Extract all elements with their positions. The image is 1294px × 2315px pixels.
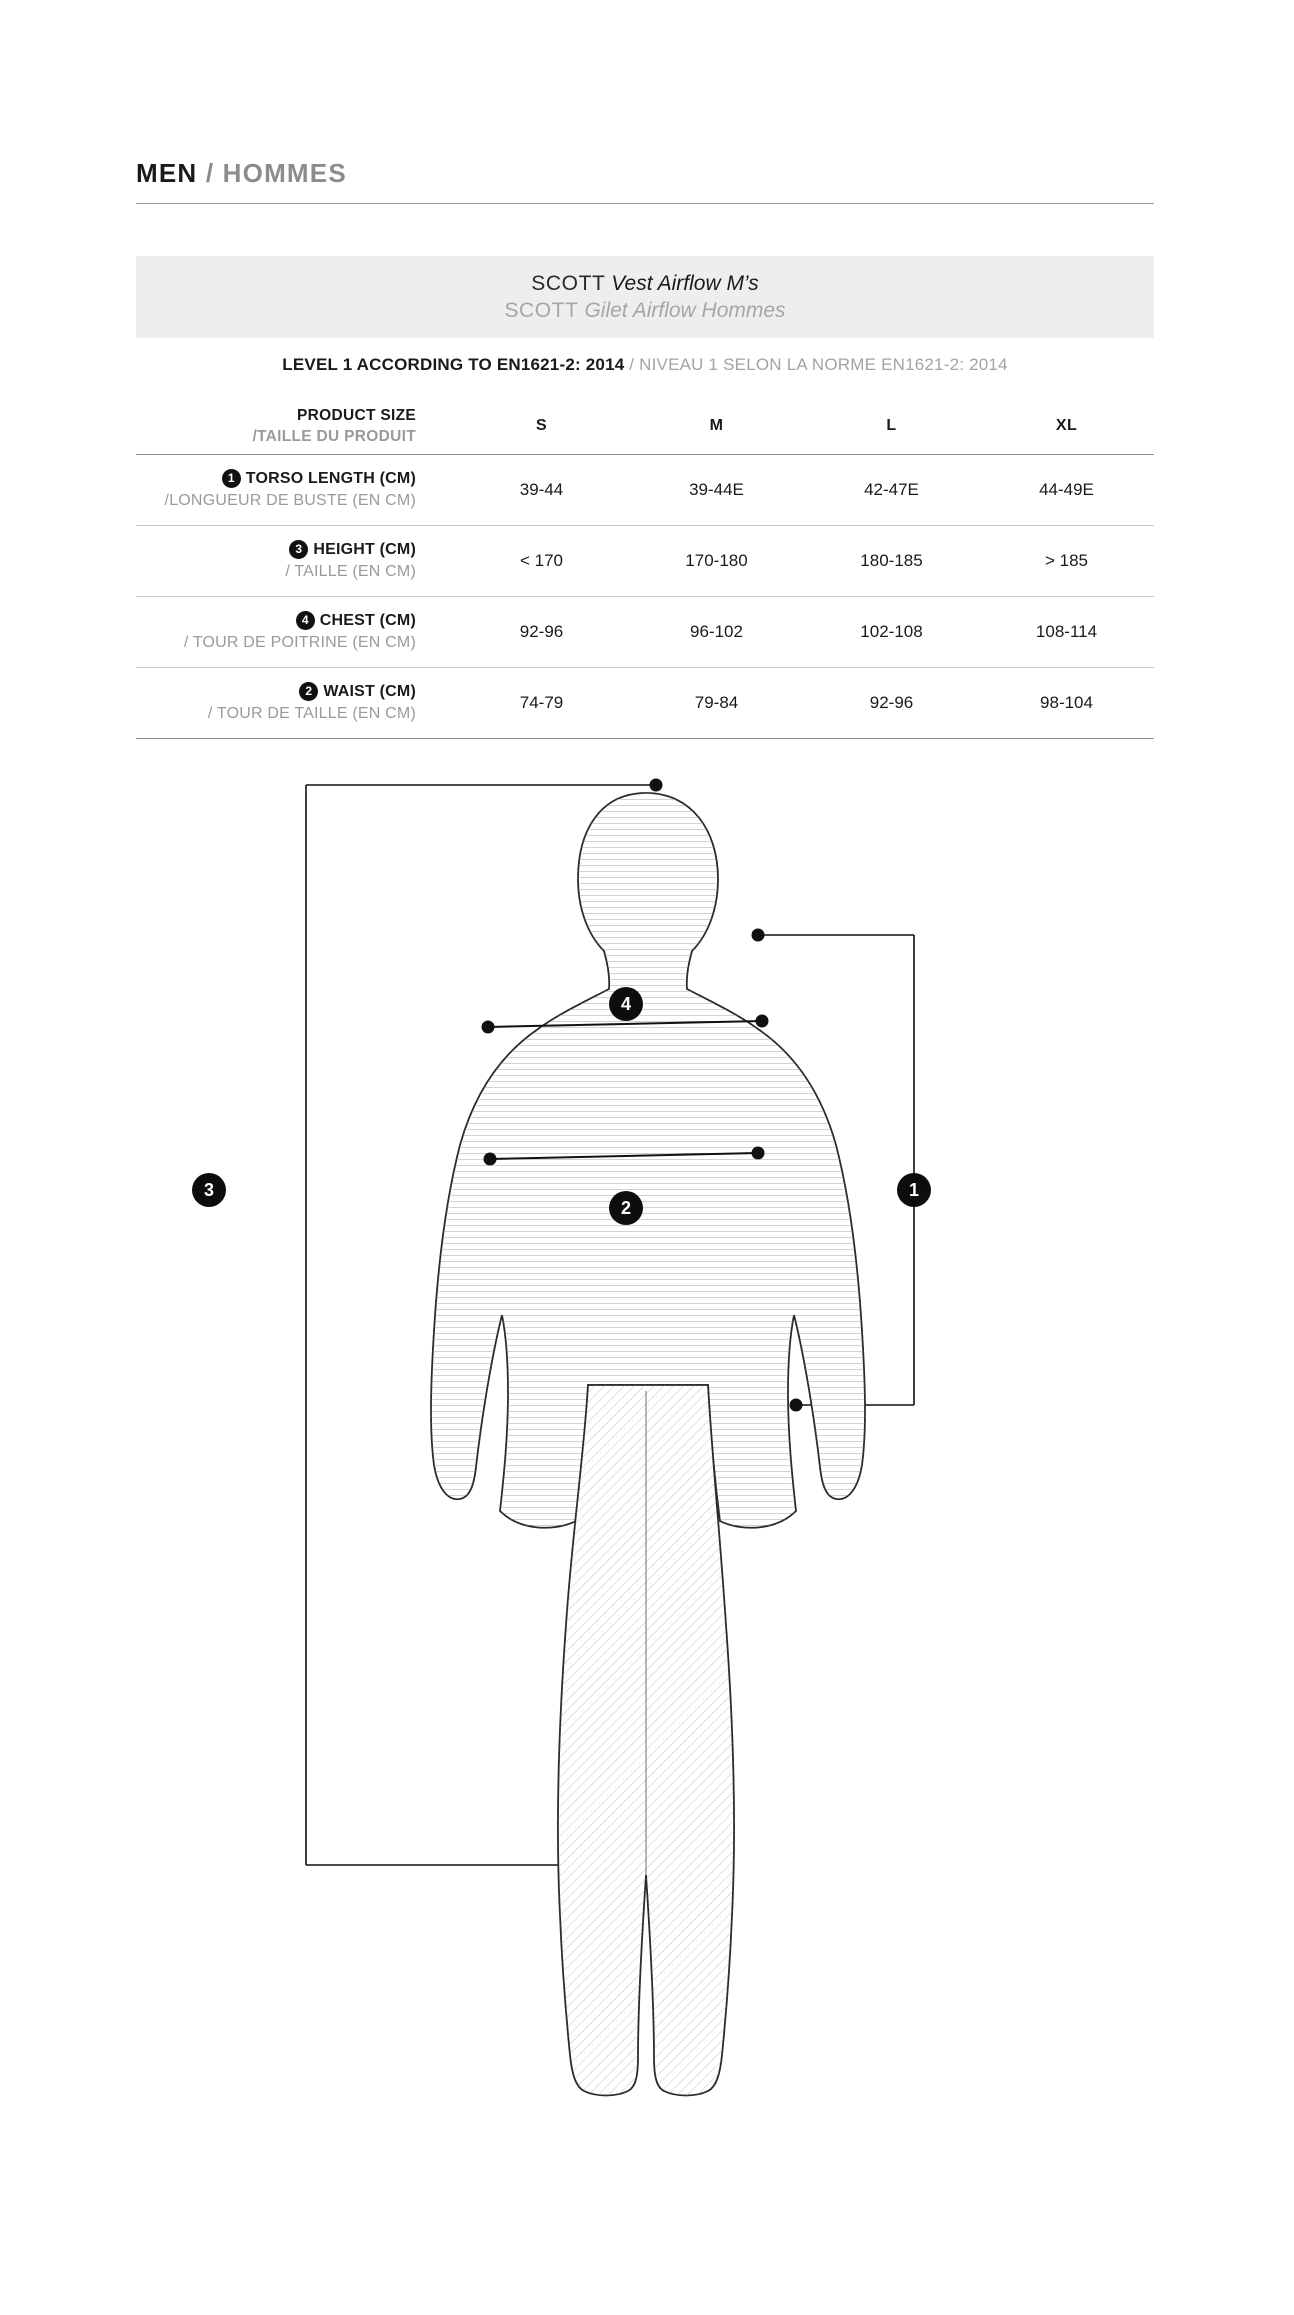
torso-bottom-dot <box>790 1399 803 1412</box>
row-label-chest <box>136 597 454 668</box>
row-label-torso-length-text: TORSO LENGTH (CM) <box>245 470 416 487</box>
cell-height-l: 180-185 <box>804 526 979 597</box>
product-name-band <box>136 256 1154 338</box>
cell-height-s: < 170 <box>454 526 629 597</box>
table-row <box>136 597 1154 668</box>
body-silhouette <box>431 793 865 2096</box>
diagram-marker-waist: 2 <box>609 1191 643 1225</box>
certification-note-fr: / NIVEAU 1 SELON LA NORME EN1621-2: 2014 <box>624 355 1008 374</box>
column-header-size-l: L <box>804 398 979 455</box>
row-label-height-text: HEIGHT (CM) <box>313 541 416 558</box>
cell-waist-xl: 98-104 <box>979 668 1154 739</box>
marker-badge-3: 3 <box>289 540 308 559</box>
cell-torso-length-m: 39-44E <box>629 455 804 526</box>
brand-label-en: SCOTT <box>531 272 606 295</box>
certification-note-en: LEVEL 1 ACCORDING TO EN1621-2: 2014 <box>282 355 625 374</box>
product-name-french <box>504 297 785 324</box>
diagram-marker-chest: 4 <box>609 987 643 1021</box>
cell-chest-l: 102-108 <box>804 597 979 668</box>
column-header-product-size <box>136 398 454 455</box>
cell-chest-m: 96-102 <box>629 597 804 668</box>
row-label-waist-en <box>136 681 416 703</box>
product-name-english <box>531 270 758 297</box>
brand-label-fr: SCOTT <box>504 299 579 322</box>
row-label-waist-fr: / TOUR DE TAILLE (EN CM) <box>207 705 416 722</box>
product-title-en: Vest Airflow M’s <box>611 272 759 295</box>
cell-chest-xl: 108-114 <box>979 597 1154 668</box>
row-label-torso-length-fr: /LONGUEUR DE BUSTE (EN CM) <box>164 492 416 509</box>
cell-torso-length-l: 42-47E <box>804 455 979 526</box>
diagram-marker-height: 3 <box>192 1173 226 1207</box>
page-title-separator: / <box>197 158 223 188</box>
row-label-chest-fr: / TOUR DE POITRINE (EN CM) <box>183 634 416 651</box>
torso-top-dot <box>752 929 765 942</box>
product-title-fr: Gilet Airflow Hommes <box>584 299 786 322</box>
row-label-waist-text: WAIST (CM) <box>323 683 416 700</box>
table-header-row <box>136 398 1154 455</box>
table-row <box>136 526 1154 597</box>
cell-waist-l: 92-96 <box>804 668 979 739</box>
height-top-dot <box>650 779 663 792</box>
cell-height-xl: > 185 <box>979 526 1154 597</box>
cell-height-m: 170-180 <box>629 526 804 597</box>
marker-badge-1: 1 <box>222 469 241 488</box>
body-measurement-diagram <box>136 775 1154 2175</box>
column-header-product-size-en: PRODUCT SIZE <box>297 407 416 424</box>
page-title-men: MEN <box>136 158 198 188</box>
table-row <box>136 455 1154 526</box>
column-header-product-size-fr: /TAILLE DU PRODUIT <box>252 428 416 445</box>
column-header-size-s: S <box>454 398 629 455</box>
row-label-height <box>136 526 454 597</box>
row-label-height-en <box>136 539 416 561</box>
row-label-height-fr: / TAILLE (EN CM) <box>285 563 416 580</box>
table-row <box>136 668 1154 739</box>
page-title <box>136 158 1154 204</box>
row-label-torso-length <box>136 455 454 526</box>
marker-badge-2: 2 <box>299 682 318 701</box>
cell-torso-length-xl: 44-49E <box>979 455 1154 526</box>
row-label-chest-en <box>136 610 416 632</box>
cell-torso-length-s: 39-44 <box>454 455 629 526</box>
size-table <box>136 398 1154 739</box>
row-label-waist <box>136 668 454 739</box>
marker-badge-4: 4 <box>296 611 315 630</box>
column-header-size-m: M <box>629 398 804 455</box>
row-label-torso-length-en <box>136 468 416 490</box>
page-title-hommes: HOMMES <box>222 158 347 188</box>
column-header-size-xl: XL <box>979 398 1154 455</box>
page-header <box>136 158 1154 204</box>
row-label-chest-text: CHEST (CM) <box>319 612 416 629</box>
cell-waist-m: 79-84 <box>629 668 804 739</box>
certification-note <box>136 355 1154 375</box>
cell-waist-s: 74-79 <box>454 668 629 739</box>
body-diagram-svg <box>136 775 1154 2175</box>
cell-chest-s: 92-96 <box>454 597 629 668</box>
diagram-marker-torso-length: 1 <box>897 1173 931 1207</box>
